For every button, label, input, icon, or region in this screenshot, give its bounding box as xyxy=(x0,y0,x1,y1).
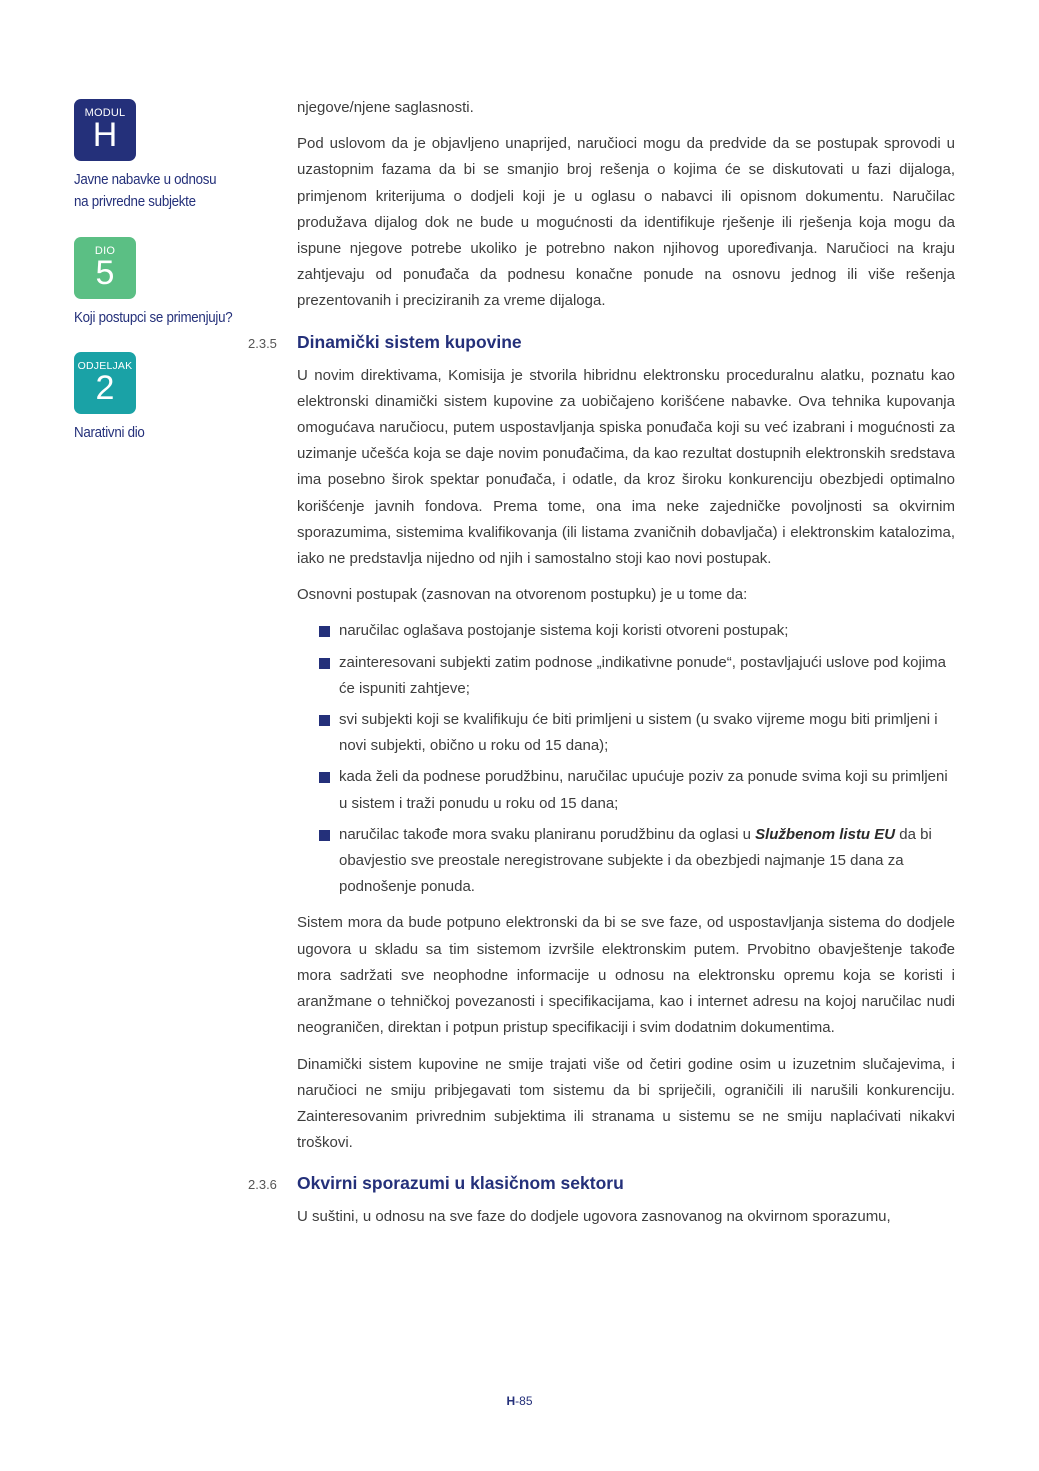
list-item-text-after: da bi obavjestio sve preostale neregistrovane subjekte i da obezbjedi najmanje 15 dana za podnošenje ponuda. xyxy=(339,825,932,896)
odjeljak-badge xyxy=(74,352,136,414)
modul-badge-letter: H xyxy=(92,116,118,154)
bullet-square-icon xyxy=(319,626,330,637)
paragraph-framework: U suštini, u odnosu na sve faze do dodjele ugovora zasnovanog na okvirnom sporazumu, xyxy=(297,1208,891,1226)
page-number-letter: H xyxy=(506,1394,516,1408)
official-journal-emphasis: Službenom listu EU xyxy=(755,825,896,843)
list-item-text: naručilac oglašava postojanje sistema koji koristi otvoreni postupak; xyxy=(339,622,789,640)
list-item xyxy=(319,822,955,901)
odjeljak-badge-number: 2 xyxy=(95,369,115,407)
list-item-text: zainteresovani subjekti zatim podnose „indikativne ponude“, postavljajući uslove pod kojima će ispuniti zahtjeve; xyxy=(339,653,947,697)
paragraph-electronic: Sistem mora da bude potpuno elektronski da bi se sve faze, od uspostavljanja sistema do dodjele ugovora u skladu sa tim sistemom izvršile elektronskim putem. Prvobitno obavještenje takođe mora sadržati sve neophodne informacije u odnosu na elektronsku opremu koja se koristi i aranžmane o tehničkoj povezanosti i specifikacijama, kao i internet adresu na kojoj naručilac nudi neograničen, direktan i potpun pristup specifikaciji i svim dodatnim dokumentima. xyxy=(297,914,955,1037)
modul-badge xyxy=(74,99,136,161)
bullet-square-icon xyxy=(319,658,330,669)
section-title: Dinamički sistem kupovine xyxy=(297,331,522,352)
dio-label: Koji postupci se primenjuju? xyxy=(74,310,233,326)
dio-group xyxy=(74,237,274,329)
dio-badge-caption: DIO xyxy=(94,245,116,257)
section-heading-2-3-5 xyxy=(248,329,955,355)
section-title: Okvirni sporazumi u klasičnom sektoru xyxy=(297,1173,624,1194)
page-number xyxy=(0,1394,1039,1408)
paragraph-dialog: Pod uslovom da je objavljeno unaprijed, naručioci mogu da predvide da se postupak sprovodi u uzastopnim fazama da bi se smanjio broj rešenja o kojima će se diskutovati u fazi dijaloga, primjenom kriterijuma o dodjeli koji je u oglasu o nabavci ili opisnom dokumentu. Naručilac produžava dijalog dok ne bude u mogućnosti da identifikuje rješenje ili rješenja koja mogu da ispune njegove potrebe ukoliko je potrebno nakon njihovog upoređivanja. Naručioci na kraju zahtjevaju od ponuđača da podnesu konačne ponude na osnovu jednog ili više rešenja prezentovanih i preciziranih za vreme dijaloga. xyxy=(297,135,955,310)
modul-label xyxy=(74,169,258,213)
odjeljak-group xyxy=(74,352,274,444)
section-number: 2.3.5 xyxy=(248,335,277,351)
list-item xyxy=(319,764,955,816)
paragraph-basic-procedure: Osnovni postupak (zasnovan na otvorenom postupku) je u tome da: xyxy=(297,586,748,604)
modul-label-line1: Javne nabavke u odnosu xyxy=(74,172,217,188)
bullet-square-icon xyxy=(319,772,330,783)
dio-badge xyxy=(74,237,136,299)
bullet-list xyxy=(319,618,955,900)
list-item xyxy=(319,618,955,644)
bullet-square-icon xyxy=(319,830,330,841)
list-item xyxy=(319,650,955,702)
odjeljak-badge-caption: ODJELJAK xyxy=(77,360,133,372)
paragraph-duration: Dinamički sistem kupovine ne smije trajati više od četiri godine osim u izuzetnim slučajevima, i naručioci ne smiju pribjegavati tom sistemu da bi spriječili, ograničili ili narušili konkurenciju. Zainteresovanim privrednim subjektima ili stranama u sistemu se ne smiju naplaćivati nikakvi troškovi. xyxy=(297,1055,955,1152)
bullet-square-icon xyxy=(319,715,330,726)
paragraph-dynamic-system: U novim direktivama, Komisija je stvorila hibridnu elektronsku proceduralnu alatku, poznatu kao elektronski dinamički sistem kupovine za uobičajeno korišćene nabavke. Ova tehnika kupovanja omogućava naručiocu, putem uspostavljanja spiska ponuđača koji su već izabrani i mogućnosti za uzimanje učešća koja se daje novim ponuđačima, da kao rezultat dostupnih elektronskih sredstava ima posebno širok spektar ponuđača, i odatle, da kroz široku konkurenciju obezbjedi optimalno korišćenje javnih fondova. Prema tome, ona ima neke zajedničke povoljnosti sa okvirnim sporazumima, sistemima kvalifikovanja (ili listama zvaničnih dobavljača) i elektronskim katalozima, iako ne predstavlja nijedno od njih i samostalno stoji kao novi postupak. xyxy=(297,366,955,568)
list-item-text: kada želi da podnese porudžbinu, naručilac upućuje poziv za ponude svima koji su primljeni u sistem i traži ponudu u roku od 15 dana; xyxy=(339,768,948,812)
odjeljak-label: Narativni dio xyxy=(74,425,145,441)
modul-group xyxy=(74,99,274,213)
section-number: 2.3.6 xyxy=(248,1177,277,1193)
modul-badge-caption: MODUL xyxy=(84,107,126,119)
page-number-value: -85 xyxy=(515,1394,533,1408)
list-item-text-before: naručilac takođe mora svaku planiranu porudžbinu da oglasi u xyxy=(339,825,756,843)
list-item xyxy=(319,707,955,759)
modul-label-line2: na privredne subjekte xyxy=(74,194,196,210)
section-heading-2-3-6 xyxy=(248,1170,955,1196)
dio-badge-number: 5 xyxy=(95,254,115,292)
main-content xyxy=(248,95,955,1241)
paragraph-continuation: njegove/njene saglasnosti. xyxy=(297,99,474,116)
list-item-text: svi subjekti koji se kvalifikuju će biti primljeni u sistem (u svako vijreme mogu biti primljeni i novi subjekti, obično u roku od 15 dana); xyxy=(339,711,938,755)
